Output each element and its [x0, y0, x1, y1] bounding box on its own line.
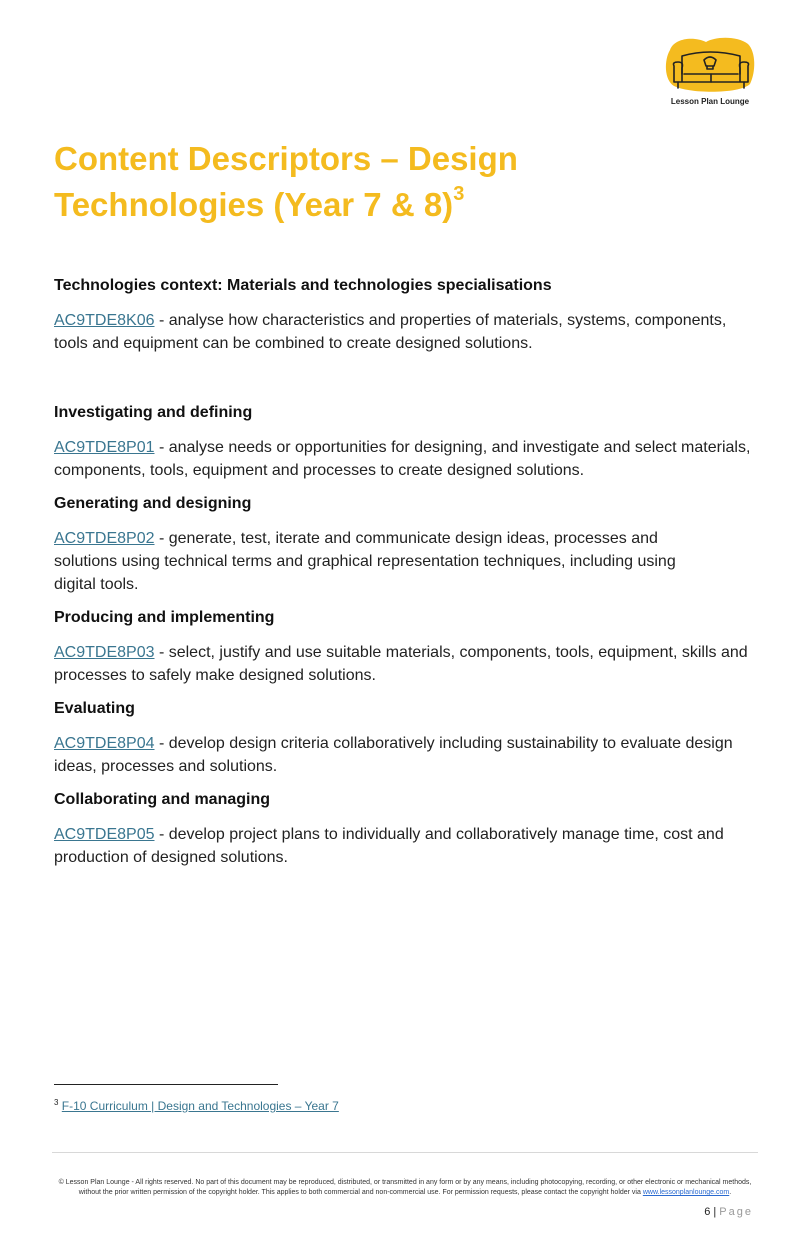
copyright-notice: [52, 1178, 758, 1198]
section-producing-implementing: [54, 608, 754, 687]
descriptor-paragraph: [54, 732, 754, 778]
section-heading: Producing and implementing: [54, 609, 275, 626]
section-heading: Evaluating: [54, 700, 135, 717]
descriptor-code-link[interactable]: AC9TDE8P01: [54, 439, 155, 456]
descriptor-text: - select, justify and use suitable materials, components, tools, equipment, skills and processes to safely make designed solutions.: [54, 644, 748, 684]
logo-text: Lesson Plan Lounge: [670, 97, 750, 106]
section-evaluating: [54, 699, 754, 778]
title-text: Content Descriptors – Design Technologies (Year 7 & 8): [54, 140, 518, 223]
descriptor-text: - generate, test, iterate and communicate design ideas, processes and solutions using technical terms and graphical representation techniques, including using digital tools.: [54, 530, 676, 593]
descriptor-code-link[interactable]: AC9TDE8P04: [54, 735, 155, 752]
content-descriptors: [54, 276, 754, 869]
section-collaborating-managing: [54, 790, 754, 869]
section-generating-designing: [54, 494, 754, 596]
page-title: [54, 136, 674, 228]
descriptor-paragraph: [54, 309, 754, 355]
page-number: [704, 1206, 753, 1218]
copyright-text: © Lesson Plan Lounge - All rights reserved. No part of this document may be reproduced, distributed, or transmitted in any form or by any means, including photocopying, recording, or other electronic or mechanical methods, without the prior written permission of the copyright holder. This applies to both commercial and non-commercial use. For permission requests, please contact the copyright holder via: [58, 1179, 752, 1196]
section-heading: Investigating and defining: [54, 404, 253, 421]
page-label: Page: [719, 1206, 753, 1218]
footnote: [54, 1098, 339, 1113]
descriptor-code-link[interactable]: AC9TDE8P05: [54, 826, 155, 843]
descriptor-paragraph: [54, 823, 754, 869]
descriptor-text: - develop project plans to individually and collaboratively manage time, cost and production of designed solutions.: [54, 826, 724, 866]
website-link[interactable]: www.lessonplanlounge.com: [642, 1189, 730, 1196]
section-heading: Generating and designing: [54, 495, 252, 512]
descriptor-text: - develop design criteria collaboratively including sustainability to evaluate design ideas, processes and solutions.: [54, 735, 733, 775]
couch-icon: [660, 36, 760, 96]
descriptor-paragraph: [54, 436, 754, 482]
page-number-value: 6: [704, 1206, 711, 1218]
descriptor-code-link[interactable]: AC9TDE8K06: [54, 312, 155, 329]
descriptor-text: - analyse how characteristics and properties of materials, systems, components, tools and equipment can be combined to create designed solutions.: [54, 312, 727, 352]
descriptor-paragraph: [54, 641, 754, 687]
footnote-reference[interactable]: 3: [453, 183, 465, 205]
footer-link-suffix: .: [729, 1189, 732, 1196]
brand-logo: [660, 36, 760, 112]
footnote-divider: [54, 1084, 278, 1085]
section-heading: Collaborating and managing: [54, 791, 271, 808]
section-investigating-defining: [54, 403, 754, 482]
descriptor-code-link[interactable]: AC9TDE8P03: [54, 644, 155, 661]
footer-divider: [52, 1152, 758, 1153]
page-separator: |: [713, 1206, 717, 1218]
footnote-link[interactable]: F-10 Curriculum | Design and Technologies – Year 7: [61, 1099, 339, 1113]
descriptor-code-link[interactable]: AC9TDE8P02: [54, 530, 155, 547]
footnote-number: 3: [54, 1098, 59, 1107]
descriptor-text: - analyse needs or opportunities for designing, and investigate and select materials, components, tools, equipment and processes to create designed solutions.: [54, 439, 751, 479]
descriptor-paragraph: [54, 527, 694, 596]
section-heading: Technologies context: Materials and technologies specialisations: [54, 277, 552, 294]
section-materials-specialisations: [54, 276, 754, 355]
